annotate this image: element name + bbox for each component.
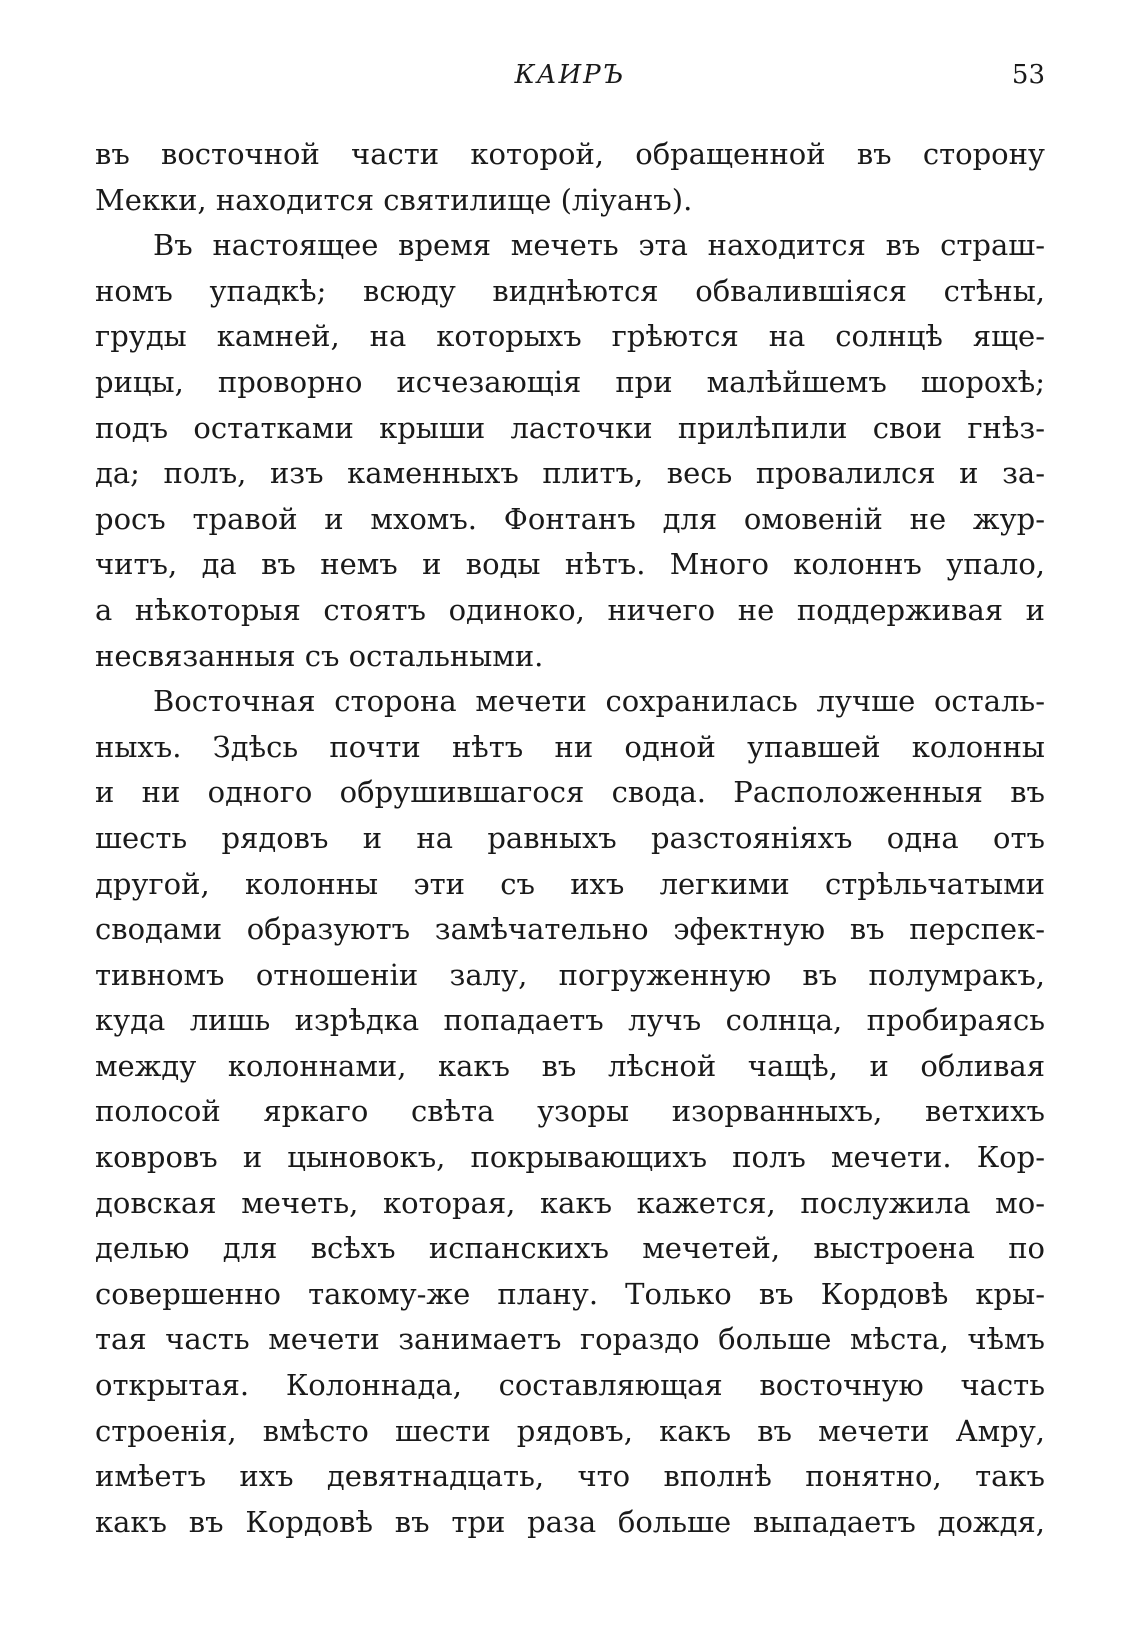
- text-line: номъ упадкѣ; всюду виднѣются обвалившіяся стѣны,: [95, 273, 1045, 308]
- text-line: росъ травой и мхомъ. Фонтанъ для омовеній не жур-: [95, 501, 1045, 536]
- text-line: куда лишь изрѣдка попадаетъ лучъ солнца, пробираясь: [95, 1003, 1045, 1038]
- text-line: тая часть мечети занимаетъ гораздо больше мѣста, чѣмъ: [95, 1322, 1045, 1357]
- text-line: и ни одного обрушившагося свода. Расположенныя въ: [95, 775, 1045, 810]
- text-line: какъ въ Кордовѣ въ три раза больше выпадаетъ дождя,: [95, 1504, 1045, 1539]
- text-line: ковровъ и цыновокъ, покрывающихъ полъ мечети. Кор-: [95, 1140, 1045, 1175]
- text-line: ныхъ. Здѣсь почти нѣтъ ни одной упавшей колонны: [95, 729, 1045, 764]
- text-line: имѣетъ ихъ девятнадцать, что вполнѣ понятно, такъ: [95, 1459, 1045, 1494]
- text-line: несвязанныя съ остальными.: [95, 638, 544, 673]
- text-line: рицы, проворно исчезающія при малѣйшемъ шорохѣ;: [95, 364, 1045, 399]
- text-line: делью для всѣхъ испанскихъ мечетей, выстроена по: [95, 1231, 1045, 1266]
- text-line: тивномъ отношеніи залу, погруженную въ полумракъ,: [95, 957, 1045, 992]
- text-line: подъ остатками крыши ласточки прилѣпили свои гнѣз-: [95, 410, 1045, 445]
- text-line: груды камней, на которыхъ грѣются на солнцѣ яще-: [95, 319, 1045, 354]
- text-line: сводами образуютъ замѣчательно эфектную въ перспек-: [95, 912, 1045, 947]
- text-line: другой, колонны эти съ ихъ легкими стрѣльчатыми: [95, 866, 1045, 901]
- text-line: совершенно такому-же плану. Только въ Кордовѣ кры-: [95, 1276, 1045, 1311]
- body-text: [95, 132, 1045, 1545]
- text-line: довская мечеть, которая, какъ кажется, послужила мо-: [95, 1185, 1045, 1220]
- running-title: КАИРЪ: [514, 60, 626, 90]
- text-line: Восточная сторона мечети сохранилась лучше осталь-: [153, 684, 1045, 719]
- text-line: да; полъ, изъ каменныхъ плитъ, весь провалился и за-: [95, 456, 1045, 491]
- text-line: читъ, да въ немъ и воды нѣтъ. Много колоннъ упало,: [95, 547, 1045, 582]
- text-line: строенія, вмѣсто шести рядовъ, какъ въ мечети Амру,: [95, 1413, 1045, 1448]
- text-line: въ восточной части которой, обращенной въ сторону: [95, 137, 1045, 171]
- page-number: 53: [1011, 60, 1045, 90]
- text-line: шесть рядовъ и на равныхъ разстояніяхъ одна отъ: [95, 820, 1045, 855]
- text-line: между колоннами, какъ въ лѣсной чащѣ, и обливая: [95, 1048, 1045, 1083]
- text-line: открытая. Колоннада, составляющая восточную часть: [95, 1368, 1045, 1403]
- text-line: полосой яркаго свѣта узоры изорванныхъ, ветхихъ: [95, 1094, 1045, 1129]
- text-line: а нѣкоторыя стоятъ одиноко, ничего не поддерживая и: [95, 592, 1045, 627]
- text-line: Мекки, находится святилище (ліуанъ).: [95, 182, 693, 217]
- running-head: [95, 60, 1045, 100]
- text-line: Въ настоящее время мечеть эта находится въ страш-: [153, 228, 1045, 263]
